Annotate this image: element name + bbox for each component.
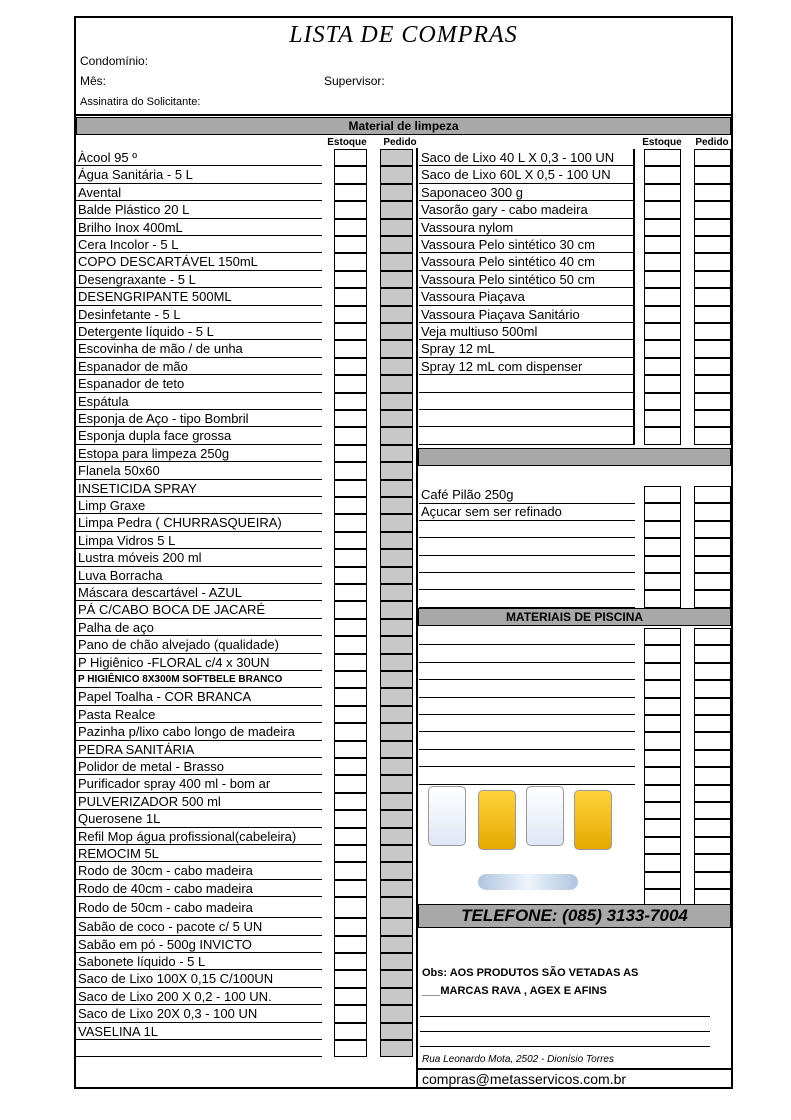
- estoque-cell[interactable]: [334, 723, 367, 740]
- estoque-cell[interactable]: [334, 393, 367, 410]
- empty-row: [419, 427, 635, 444]
- estoque-cell[interactable]: [334, 514, 367, 531]
- estoque-cell[interactable]: [334, 918, 367, 935]
- estoque-cell[interactable]: [334, 271, 367, 288]
- item-row-right[interactable]: Spray 12 mL: [419, 340, 635, 357]
- estoque-cell[interactable]: [644, 556, 681, 573]
- item-row-left[interactable]: Pasta Realce: [76, 706, 322, 723]
- estoque-cell[interactable]: [644, 219, 681, 236]
- pedido-cell[interactable]: [380, 462, 413, 479]
- item-row-left[interactable]: Espanador de mão: [76, 358, 322, 375]
- section-piscina-banner: MATERIAIS DE PISCINA: [418, 608, 731, 626]
- pedido-cell[interactable]: [380, 375, 413, 392]
- item-row-left[interactable]: Detergente líquido - 5 L: [76, 323, 322, 340]
- condominio-label: Condomínio:: [80, 54, 149, 68]
- item-row-left[interactable]: Rodo de 40cm - cabo madeira: [76, 880, 322, 897]
- item-row-left[interactable]: Palha de aço: [76, 619, 322, 636]
- item-row-right[interactable]: Vassoura Piaçava Sanitário: [419, 306, 635, 323]
- item-row-right[interactable]: Saponaceo 300 g: [419, 184, 635, 201]
- item-row-left[interactable]: Pano de chão alvejado (qualidade): [76, 636, 322, 653]
- estoque-cell[interactable]: [644, 271, 681, 288]
- estoque-cell[interactable]: [644, 393, 681, 410]
- pedido-cell[interactable]: [694, 271, 731, 288]
- pedido-cell[interactable]: [694, 785, 731, 802]
- estoque-cell[interactable]: [334, 375, 367, 392]
- item-row-left[interactable]: Querosene 1L: [76, 810, 322, 827]
- pedido-cell[interactable]: [380, 184, 413, 201]
- pedido-cell[interactable]: [694, 872, 731, 889]
- item-row-left[interactable]: COPO DESCARTÁVEL 150mL: [76, 253, 322, 270]
- item-row-left[interactable]: Desengraxante - 5 L: [76, 271, 322, 288]
- pedido-cell[interactable]: [380, 358, 413, 375]
- estoque-cell[interactable]: [334, 236, 367, 253]
- telefone-banner: TELEFONE: (085) 3133-7004: [418, 904, 731, 928]
- pedido-cell[interactable]: [380, 306, 413, 323]
- empty-row: [419, 698, 635, 715]
- estoque-cell[interactable]: [644, 306, 681, 323]
- estoque-cell[interactable]: [334, 936, 367, 953]
- blank-gray-banner: [418, 448, 731, 466]
- estoque-cell[interactable]: [644, 201, 681, 218]
- estoque-cell[interactable]: [334, 1005, 367, 1022]
- estoque-cell[interactable]: [644, 802, 681, 819]
- pedido-cell[interactable]: [694, 340, 731, 357]
- empty-row: [419, 573, 635, 590]
- pedido-cell[interactable]: [694, 698, 731, 715]
- item-row-left[interactable]: Brilho Inox 400mL: [76, 219, 322, 236]
- pedido-cell[interactable]: [380, 288, 413, 305]
- pedido-cell[interactable]: [380, 584, 413, 601]
- pedido-cell[interactable]: [380, 845, 413, 862]
- pedido-cell[interactable]: [380, 567, 413, 584]
- pedido-cell[interactable]: [694, 750, 731, 767]
- item-row-left[interactable]: Balde Plástico 20 L: [76, 201, 322, 218]
- estoque-cell[interactable]: [334, 497, 367, 514]
- shopping-list-sheet: [74, 16, 733, 1089]
- item-row-left[interactable]: PULVERIZADOR 500 ml: [76, 793, 322, 810]
- pedido-cell[interactable]: [380, 236, 413, 253]
- estoque-cell[interactable]: [334, 323, 367, 340]
- pedido-cell[interactable]: [380, 828, 413, 845]
- pedido-cell[interactable]: [694, 253, 731, 270]
- page-title: LISTA DE COMPRAS: [289, 22, 518, 48]
- estoque-cell[interactable]: [644, 732, 681, 749]
- item-row-left[interactable]: P Higiênico -FLORAL c/4 x 30UN: [76, 654, 322, 671]
- estoque-cell[interactable]: [334, 970, 367, 987]
- estoque-cell[interactable]: [644, 628, 681, 645]
- pedido-cell[interactable]: [380, 201, 413, 218]
- pedido-cell[interactable]: [694, 715, 731, 732]
- estoque-cell[interactable]: [644, 521, 681, 538]
- estoque-cell[interactable]: [334, 741, 367, 758]
- item-row-right[interactable]: Veja multiuso 500ml: [419, 323, 635, 340]
- empty-row: [419, 715, 635, 732]
- pedido-cell[interactable]: [380, 514, 413, 531]
- estoque-cell[interactable]: [644, 750, 681, 767]
- estoque-cell[interactable]: [644, 375, 681, 392]
- item-row-right[interactable]: Vassoura Pelo sintético 30 cm: [419, 236, 635, 253]
- item-row-left[interactable]: Escovinha de mão / de unha: [76, 340, 322, 357]
- col-estoque-left: Estoque: [327, 137, 367, 148]
- pedido-cell[interactable]: [694, 184, 731, 201]
- pedido-cell[interactable]: [694, 393, 731, 410]
- estoque-cell[interactable]: [334, 410, 367, 427]
- estoque-cell[interactable]: [644, 785, 681, 802]
- address-text: Rua Leonardo Mota, 2502 - Dionísio Torres: [422, 1054, 614, 1065]
- pedido-cell[interactable]: [380, 897, 413, 918]
- pedido-cell[interactable]: [380, 918, 413, 935]
- item-row-right[interactable]: Spray 12 mL com dispenser: [419, 358, 635, 375]
- pedido-cell[interactable]: [694, 837, 731, 854]
- estoque-cell[interactable]: [644, 819, 681, 836]
- estoque-cell[interactable]: [644, 253, 681, 270]
- pedido-cell[interactable]: [380, 793, 413, 810]
- estoque-cell[interactable]: [644, 486, 681, 503]
- pedido-cell[interactable]: [694, 306, 731, 323]
- estoque-cell[interactable]: [334, 184, 367, 201]
- estoque-cell[interactable]: [644, 767, 681, 784]
- estoque-cell[interactable]: [644, 149, 681, 166]
- estoque-cell[interactable]: [334, 253, 367, 270]
- pedido-cell[interactable]: [380, 340, 413, 357]
- empty-row: [419, 538, 635, 555]
- item-row-left[interactable]: Sabonete líquido - 5 L: [76, 953, 322, 970]
- empty-row: [419, 521, 635, 538]
- pedido-cell[interactable]: [380, 601, 413, 618]
- pedido-cell[interactable]: [380, 271, 413, 288]
- estoque-cell[interactable]: [334, 953, 367, 970]
- item-row-left[interactable]: Espátula: [76, 393, 322, 410]
- estoque-cell[interactable]: [644, 663, 681, 680]
- item-row-right[interactable]: Vassoura Pelo sintético 50 cm: [419, 271, 635, 288]
- pedido-cell[interactable]: [694, 819, 731, 836]
- pedido-cell[interactable]: [380, 671, 413, 688]
- pedido-cell[interactable]: [380, 393, 413, 410]
- item-row-left[interactable]: Purificador spray 400 ml - bom ar: [76, 775, 322, 792]
- estoque-cell[interactable]: [644, 715, 681, 732]
- estoque-cell[interactable]: [334, 340, 367, 357]
- pedido-cell[interactable]: [380, 427, 413, 444]
- pedido-cell[interactable]: [380, 988, 413, 1005]
- item-row-right[interactable]: Vassoura nylom: [419, 219, 635, 236]
- estoque-cell[interactable]: [334, 601, 367, 618]
- estoque-cell[interactable]: [334, 219, 367, 236]
- estoque-cell[interactable]: [644, 872, 681, 889]
- item-row-left[interactable]: Refil Mop água profissional(cabeleira): [76, 828, 322, 845]
- estoque-cell[interactable]: [334, 149, 367, 166]
- pedido-cell[interactable]: [380, 953, 413, 970]
- pedido-cell[interactable]: [380, 936, 413, 953]
- estoque-cell[interactable]: [334, 288, 367, 305]
- pedido-cell[interactable]: [380, 723, 413, 740]
- item-row-left[interactable]: Rodo de 30cm - cabo madeira: [76, 862, 322, 879]
- pedido-cell[interactable]: [694, 628, 731, 645]
- estoque-cell[interactable]: [334, 828, 367, 845]
- empty-row: [419, 750, 635, 767]
- item-row-right[interactable]: Saco de Lixo 60L X 0,5 - 100 UN: [419, 166, 635, 183]
- estoque-cell[interactable]: [644, 427, 681, 444]
- estoque-cell[interactable]: [644, 645, 681, 662]
- estoque-cell[interactable]: [644, 573, 681, 590]
- estoque-cell[interactable]: [334, 619, 367, 636]
- estoque-cell[interactable]: [644, 410, 681, 427]
- item-row-left[interactable]: Limp Graxe: [76, 497, 322, 514]
- estoque-cell[interactable]: [644, 837, 681, 854]
- pedido-cell[interactable]: [694, 556, 731, 573]
- item-row-left[interactable]: Saco de Lixo 100X 0,15 C/100UN: [76, 970, 322, 987]
- cafe-item[interactable]: Café Pilão 250g: [419, 486, 635, 504]
- estoque-cell[interactable]: [644, 358, 681, 375]
- pedido-cell[interactable]: [694, 590, 731, 607]
- estoque-cell[interactable]: [644, 503, 681, 520]
- pedido-cell[interactable]: [694, 854, 731, 871]
- pedido-cell[interactable]: [380, 619, 413, 636]
- empty-row: [419, 732, 635, 749]
- pedido-cell[interactable]: [380, 970, 413, 987]
- estoque-cell[interactable]: [644, 590, 681, 607]
- estoque-cell[interactable]: [644, 184, 681, 201]
- pedido-cell[interactable]: [380, 497, 413, 514]
- pedido-cell[interactable]: [380, 1023, 413, 1040]
- estoque-cell[interactable]: [334, 306, 367, 323]
- empty-row: [419, 410, 635, 427]
- item-row-left[interactable]: Polidor de metal - Brasso: [76, 758, 322, 775]
- pedido-cell[interactable]: [694, 645, 731, 662]
- pedido-cell[interactable]: [380, 480, 413, 497]
- pedido-cell[interactable]: [694, 358, 731, 375]
- item-row-left[interactable]: Máscara descartável - AZUL: [76, 584, 322, 601]
- item-row-left[interactable]: PEDRA SANITÁRIA: [76, 741, 322, 758]
- pedido-cell[interactable]: [694, 323, 731, 340]
- pedido-cell[interactable]: [380, 253, 413, 270]
- col-pedido-left: Pedido: [383, 137, 417, 148]
- item-row-left[interactable]: Àcool 95 º: [76, 149, 322, 166]
- obs-line-1: Obs: AOS PRODUTOS SÃO VETADAS AS: [422, 967, 639, 979]
- pedido-cell[interactable]: [380, 1005, 413, 1022]
- item-row-right[interactable]: Saco de Lixo 40 L X 0,3 - 100 UN: [419, 149, 635, 166]
- pedido-cell[interactable]: [380, 706, 413, 723]
- pedido-cell[interactable]: [694, 767, 731, 784]
- pedido-cell[interactable]: [380, 880, 413, 897]
- pedido-cell[interactable]: [694, 219, 731, 236]
- empty-row: [419, 375, 635, 392]
- supervisor-label: Supervisor:: [324, 74, 385, 88]
- empty-row: [419, 556, 635, 573]
- item-row-left[interactable]: Luva Borracha: [76, 567, 322, 584]
- pedido-cell[interactable]: [694, 236, 731, 253]
- item-row-left[interactable]: DESENGRIPANTE 500ML: [76, 288, 322, 305]
- pedido-cell[interactable]: [380, 758, 413, 775]
- pedido-cell[interactable]: [694, 503, 731, 520]
- estoque-cell[interactable]: [644, 698, 681, 715]
- pedido-cell[interactable]: [380, 862, 413, 879]
- pedido-cell[interactable]: [380, 775, 413, 792]
- item-row-left[interactable]: Estopa para limpeza 250g: [76, 445, 322, 462]
- item-row-right[interactable]: Vassoura Pelo sintético 40 cm: [419, 253, 635, 270]
- estoque-cell[interactable]: [334, 1023, 367, 1040]
- estoque-cell[interactable]: [644, 340, 681, 357]
- item-row-left[interactable]: Rodo de 50cm - cabo madeira: [76, 897, 322, 918]
- item-row-right[interactable]: Vassoura Piaçava: [419, 288, 635, 305]
- estoque-cell[interactable]: [644, 538, 681, 555]
- empty-row: [419, 663, 635, 680]
- pedido-cell[interactable]: [380, 1040, 413, 1057]
- item-row-left[interactable]: Esponja dupla face grossa: [76, 427, 322, 444]
- item-row-left[interactable]: Saco de Lixo 200 X 0,2 - 100 UN.: [76, 988, 322, 1005]
- pedido-cell[interactable]: [694, 680, 731, 697]
- mes-label: Mês:: [80, 74, 107, 88]
- item-row-left[interactable]: REMOCIM 5L: [76, 845, 322, 862]
- item-row-left[interactable]: Espanador de teto: [76, 375, 322, 392]
- empty-row: [419, 393, 635, 410]
- estoque-cell[interactable]: [334, 654, 367, 671]
- item-row-left[interactable]: PÁ C/CABO BOCA DE JACARÉ: [76, 601, 322, 618]
- estoque-cell[interactable]: [334, 845, 367, 862]
- item-row-left[interactable]: Limpa Vidros 5 L: [76, 532, 322, 549]
- estoque-cell[interactable]: [644, 236, 681, 253]
- estoque-cell[interactable]: [334, 201, 367, 218]
- estoque-cell[interactable]: [334, 567, 367, 584]
- email-text: compras@metasservicos.com.br: [422, 1071, 627, 1087]
- estoque-cell[interactable]: [334, 584, 367, 601]
- item-row-left[interactable]: Papel Toalha - COR BRANCA: [76, 688, 322, 705]
- pedido-cell[interactable]: [694, 732, 731, 749]
- estoque-cell[interactable]: [334, 758, 367, 775]
- estoque-cell[interactable]: [334, 549, 367, 566]
- estoque-cell[interactable]: [644, 680, 681, 697]
- empty-row: [419, 628, 635, 645]
- pedido-cell[interactable]: [380, 323, 413, 340]
- acucar-item[interactable]: Açucar sem ser refinado: [419, 503, 635, 521]
- estoque-cell[interactable]: [334, 166, 367, 183]
- estoque-cell[interactable]: [334, 810, 367, 827]
- pedido-cell[interactable]: [380, 636, 413, 653]
- item-row-left[interactable]: Cera Incolor - 5 L: [76, 236, 322, 253]
- estoque-cell[interactable]: [334, 358, 367, 375]
- estoque-cell[interactable]: [334, 636, 367, 653]
- estoque-cell[interactable]: [334, 532, 367, 549]
- pedido-cell[interactable]: [694, 375, 731, 392]
- empty-row: [419, 645, 635, 662]
- assinatura-label: Assinatira do Solicitante:: [80, 96, 201, 108]
- pedido-cell[interactable]: [380, 219, 413, 236]
- estoque-cell[interactable]: [334, 427, 367, 444]
- pedido-cell[interactable]: [694, 166, 731, 183]
- pedido-cell[interactable]: [380, 445, 413, 462]
- pedido-cell[interactable]: [380, 688, 413, 705]
- item-row-left[interactable]: VASELINA 1L: [76, 1023, 322, 1040]
- item-row-left[interactable]: Pazinha p/lixo cabo longo de madeira: [76, 723, 322, 740]
- item-row-left[interactable]: INSETICIDA SPRAY: [76, 480, 322, 497]
- estoque-cell[interactable]: [644, 166, 681, 183]
- pedido-cell[interactable]: [380, 654, 413, 671]
- pedido-cell[interactable]: [380, 549, 413, 566]
- item-row-left[interactable]: P HIGIÊNICO 8X300M SOFTBELE BRANCO: [76, 671, 322, 688]
- pedido-cell[interactable]: [694, 201, 731, 218]
- pedido-cell[interactable]: [380, 810, 413, 827]
- pedido-cell[interactable]: [694, 410, 731, 427]
- section-limpeza-banner: Material de limpeza: [76, 117, 731, 135]
- item-row-left[interactable]: Desinfetante - 5 L: [76, 306, 322, 323]
- pedido-cell[interactable]: [694, 663, 731, 680]
- item-row-left[interactable]: Limpa Pedra ( CHURRASQUEIRA): [76, 514, 322, 531]
- pedido-cell[interactable]: [694, 288, 731, 305]
- estoque-cell[interactable]: [334, 988, 367, 1005]
- pedido-cell[interactable]: [380, 410, 413, 427]
- estoque-cell[interactable]: [334, 897, 367, 918]
- estoque-cell[interactable]: [334, 862, 367, 879]
- item-row-left[interactable]: Água Sanitária - 5 L: [76, 166, 322, 183]
- estoque-cell[interactable]: [334, 1040, 367, 1057]
- item-row-left[interactable]: Saco de Lixo 20X 0,3 - 100 UN: [76, 1005, 322, 1022]
- pedido-cell[interactable]: [694, 149, 731, 166]
- estoque-cell[interactable]: [334, 793, 367, 810]
- col-estoque-right: Estoque: [642, 137, 682, 148]
- col-pedido-right: Pedido: [695, 137, 729, 148]
- estoque-cell[interactable]: [334, 880, 367, 897]
- estoque-cell[interactable]: [644, 854, 681, 871]
- estoque-cell[interactable]: [334, 688, 367, 705]
- empty-row: [76, 1040, 322, 1057]
- item-row-left[interactable]: Flanela 50x60: [76, 462, 322, 479]
- item-row-left[interactable]: Esponja de Aço - tipo Bombril: [76, 410, 322, 427]
- pedido-cell[interactable]: [694, 486, 731, 503]
- item-row-left[interactable]: Avental: [76, 184, 322, 201]
- estoque-cell[interactable]: [644, 323, 681, 340]
- empty-row: [419, 767, 635, 784]
- estoque-cell[interactable]: [334, 775, 367, 792]
- estoque-cell[interactable]: [334, 445, 367, 462]
- estoque-cell[interactable]: [644, 288, 681, 305]
- empty-row: [419, 590, 635, 607]
- pedido-cell[interactable]: [380, 149, 413, 166]
- obs-line-2: ___MARCAS RAVA , AGEX E AFINS: [422, 985, 607, 997]
- estoque-cell[interactable]: [334, 462, 367, 479]
- pedido-cell[interactable]: [694, 521, 731, 538]
- item-row-left[interactable]: Sabão em pó - 500g INVICTO: [76, 936, 322, 953]
- pedido-cell[interactable]: [380, 166, 413, 183]
- estoque-cell[interactable]: [334, 480, 367, 497]
- empty-row: [419, 680, 635, 697]
- estoque-cell[interactable]: [334, 671, 367, 688]
- pedido-cell[interactable]: [380, 741, 413, 758]
- item-row-right[interactable]: Vasorão gary - cabo madeira: [419, 201, 635, 218]
- pedido-cell[interactable]: [694, 427, 731, 444]
- pedido-cell[interactable]: [694, 802, 731, 819]
- estoque-cell[interactable]: [334, 706, 367, 723]
- item-row-left[interactable]: Lustra móveis 200 ml: [76, 549, 322, 566]
- pedido-cell[interactable]: [694, 573, 731, 590]
- pedido-cell[interactable]: [694, 538, 731, 555]
- item-row-left[interactable]: Sabão de coco - pacote c/ 5 UN: [76, 918, 322, 935]
- pedido-cell[interactable]: [380, 532, 413, 549]
